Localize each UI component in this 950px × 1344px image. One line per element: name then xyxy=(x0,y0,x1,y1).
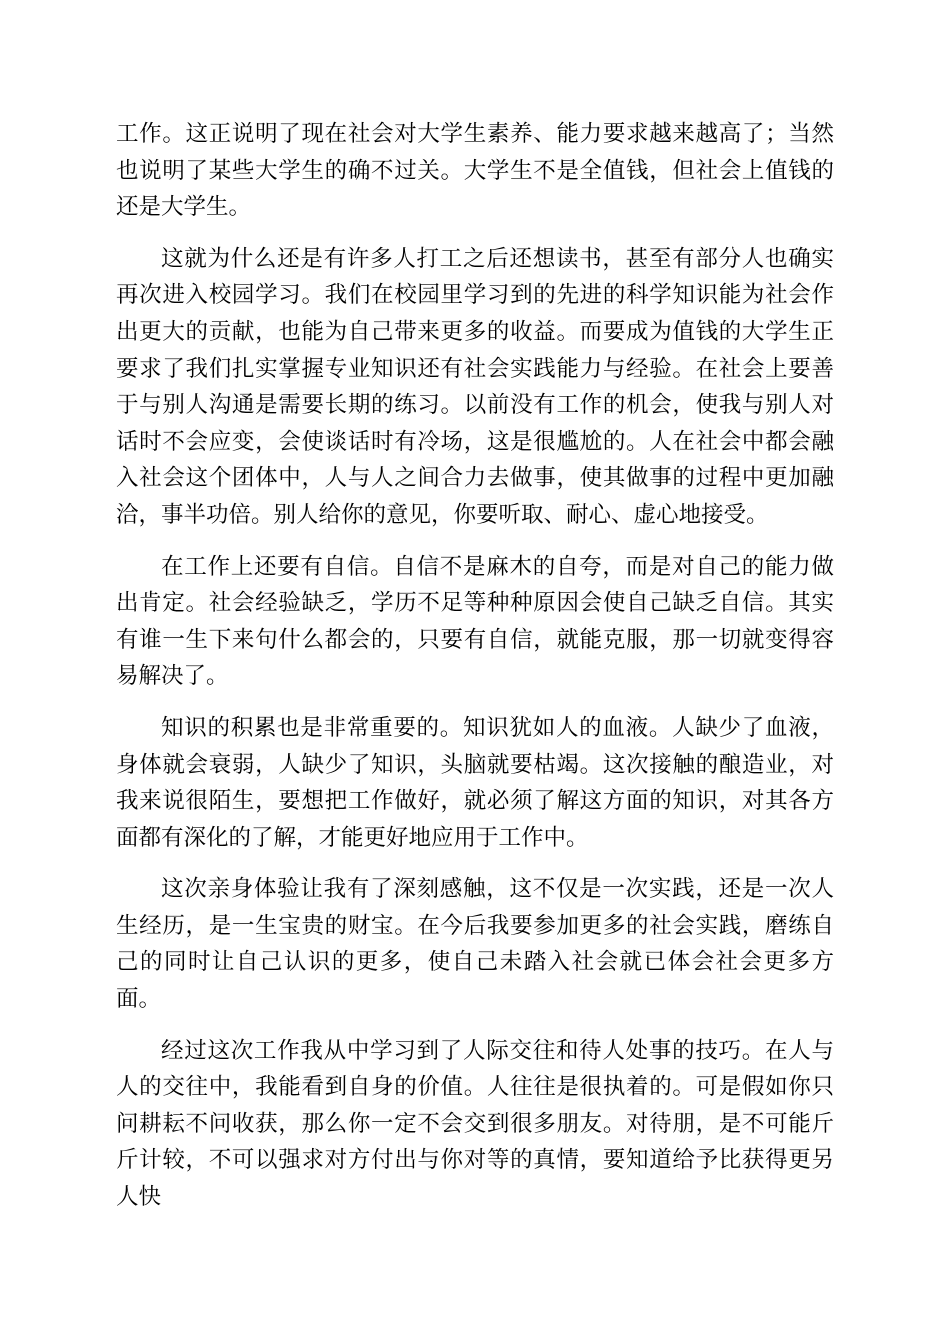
document-body xyxy=(116,116,834,1231)
paragraph-confidence: 在工作上还要有自信。自信不是麻木的自夸，而是对自己的能力做出肯定。社会经验缺乏，学历不足等种种原因会使自己缺乏自信。其实有谁一生下来句什么都会的，只要有自信，就能克服，那一切就变得容易解决了。 xyxy=(116,553,834,690)
paragraph-knowledge: 知识的积累也是非常重要的。知识犹如人的血液。人缺少了血液，身体就会衰弱，人缺少了知识，头脑就要枯竭。这次接触的酿造业，对我来说很陌生，要想把工作做好，就必须了解这方面的知识，对其各方面都有深化的了解，才能更好地应用于工作中。 xyxy=(116,714,834,851)
paragraph-interpersonal: 经过这次工作我从中学习到了人际交往和待人处事的技巧。在人与人的交往中，我能看到自身的价值。人往往是很执着的。可是假如你只问耕耘不问收获，那么你一定不会交到很多朋友。对待朋，是不可能斤斤计较，不可以强求对方付出与你对等的真情，要知道给予比获得更另人快 xyxy=(116,1037,834,1211)
paragraph-continuation: 工作。这正说明了现在社会对大学生素养、能力要求越来越高了；当然也说明了某些大学生的确不过关。大学生不是全值钱，但社会上值钱的还是大学生。 xyxy=(116,121,834,221)
paragraph-experience: 这次亲身体验让我有了深刻感触，这不仅是一次实践，还是一次人生经历，是一生宝贵的财宝。在今后我要参加更多的社会实践，磨练自己的同时让自己认识的更多，使自己未踏入社会就已体会社会更多方面。 xyxy=(116,876,834,1013)
paragraph-study-value: 这就为什么还是有许多人打工之后还想读书，甚至有部分人也确实再次进入校园学习。我们在校园里学习到的先进的科学知识能为社会作出更大的贡献，也能为自己带来更多的收益。而要成为值钱的大学生正要求了我们扎实掌握专业知识还有社会实践能力与经验。在社会上要善于与别人沟通是需要长期的练习。以前没有工作的机会，使我与别人对话时不会应变，会使谈话时有冷场，这是很尴尬的。人在社会中都会融入社会这个团体中，人与人之间合力去做事，使其做事的过程中更加融洽，事半功倍。别人给你的意见，你要听取、耐心、虚心地接受。 xyxy=(116,245,834,528)
